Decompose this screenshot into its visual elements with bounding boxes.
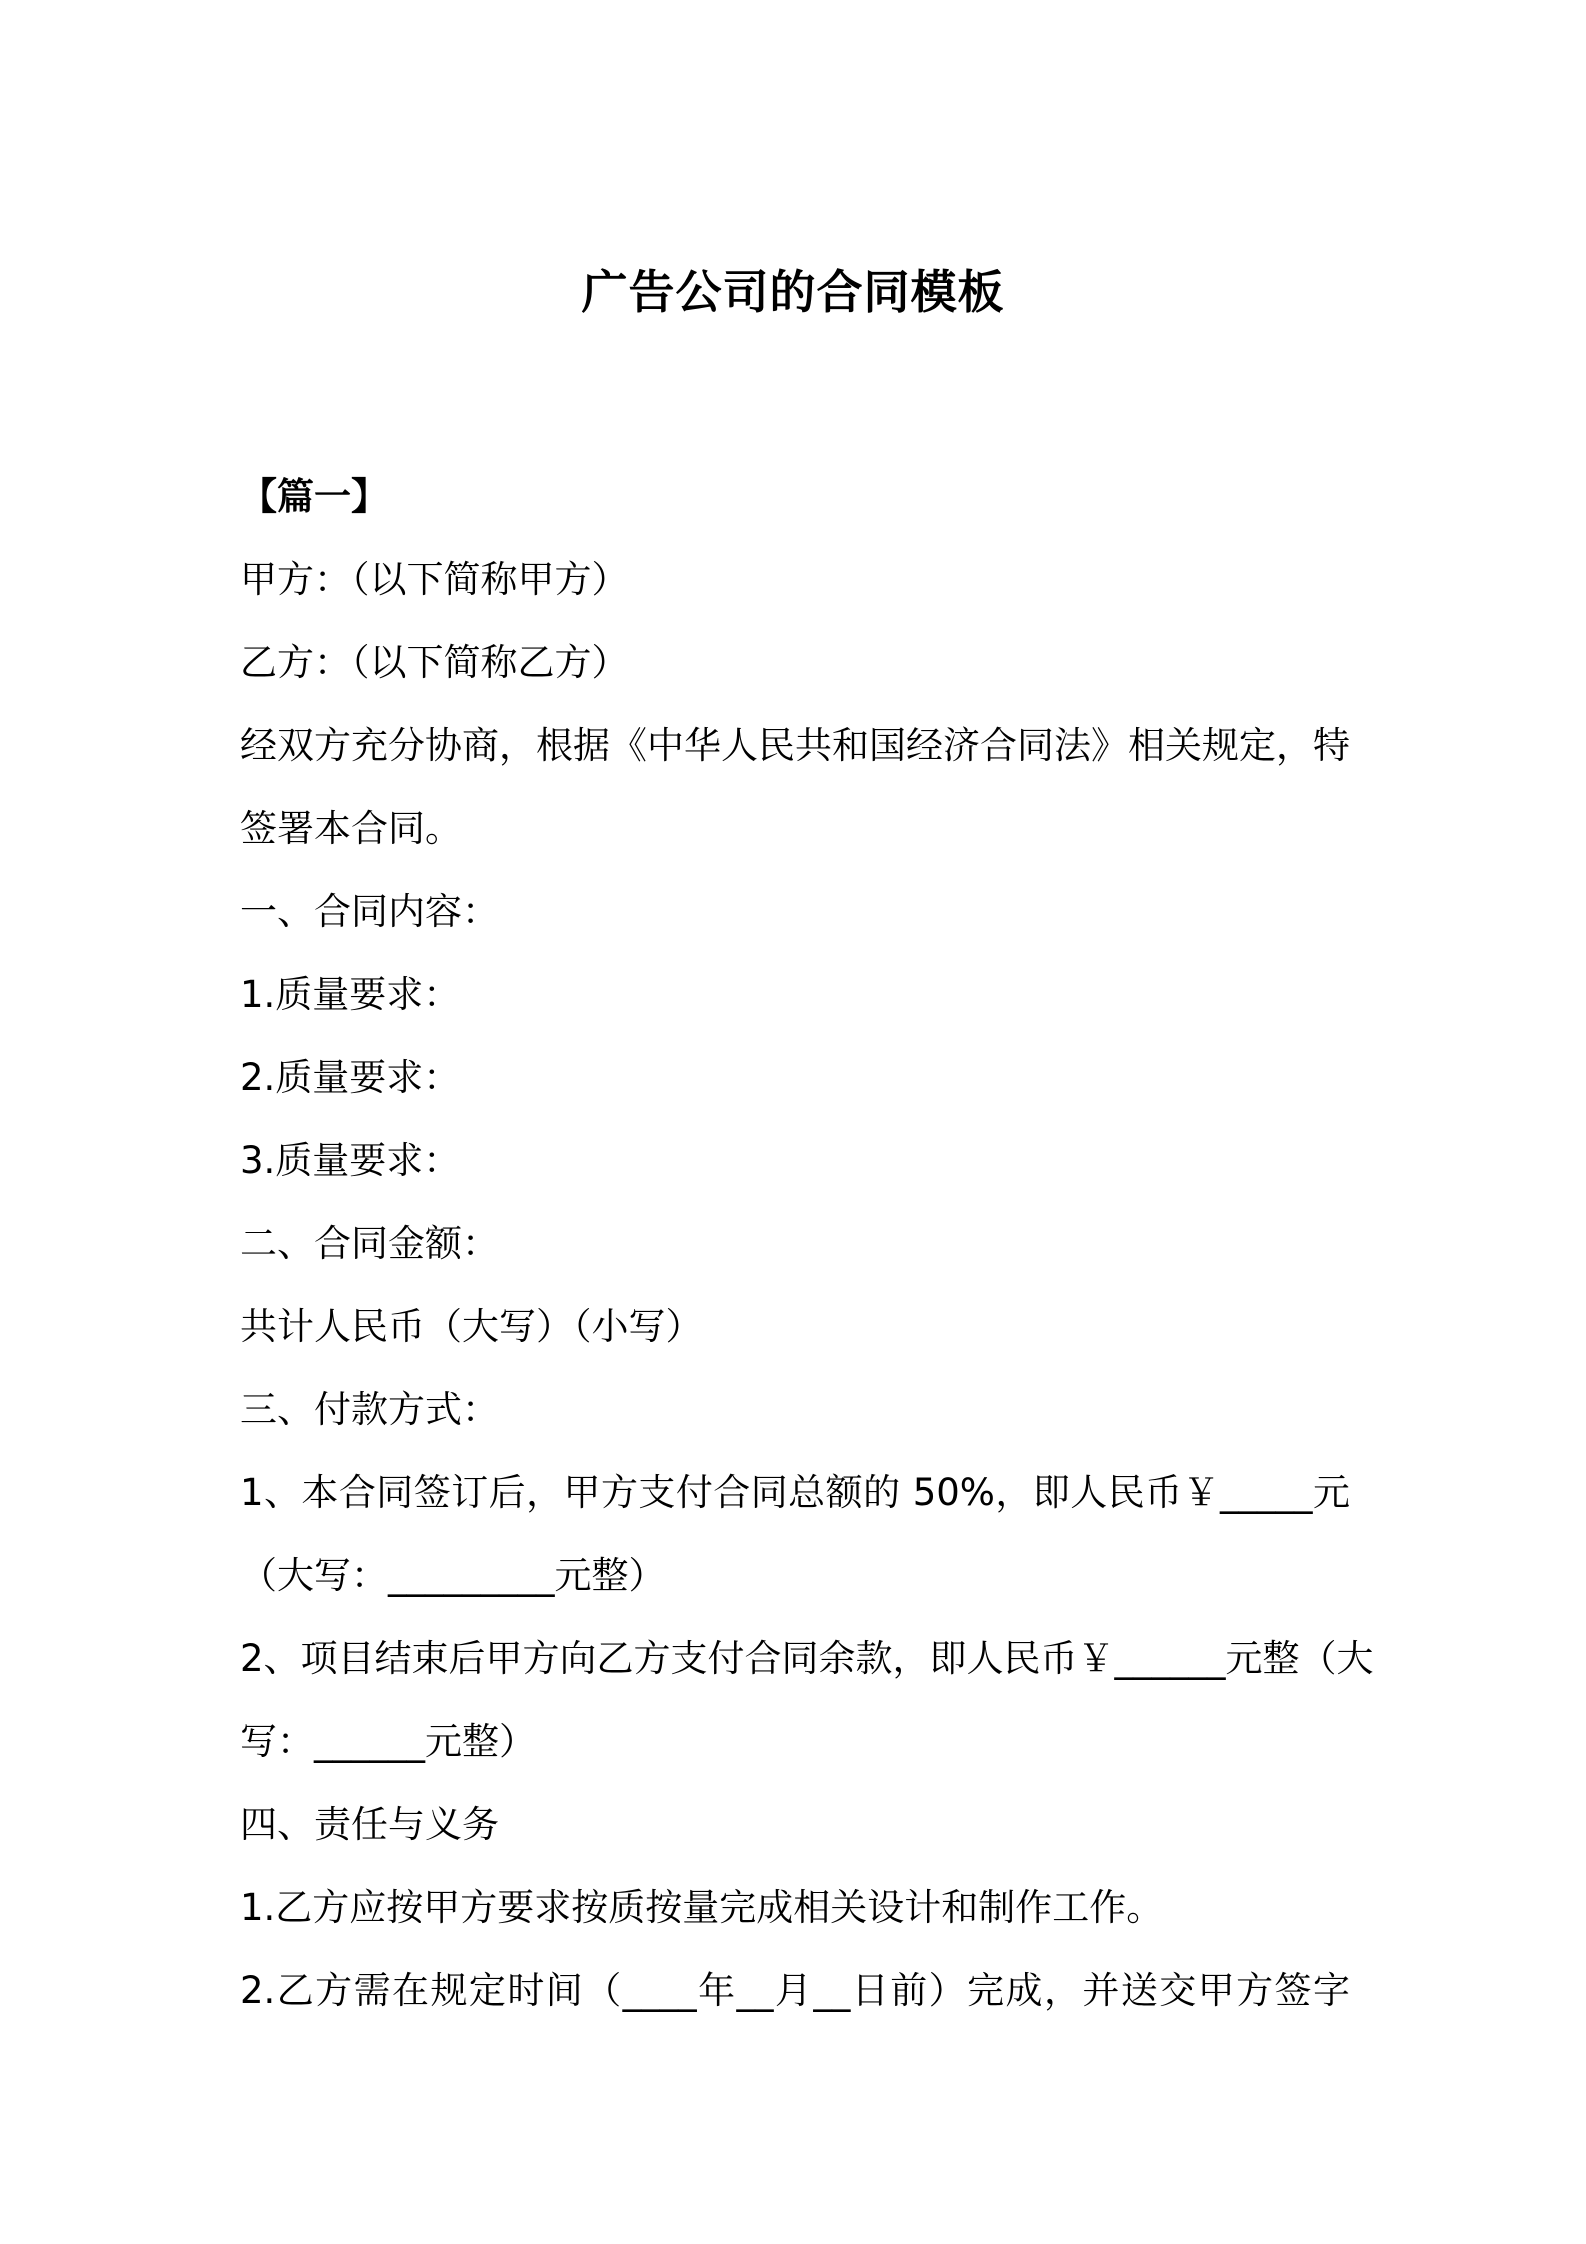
quality-requirement-3: 3.质量要求：	[240, 1139, 461, 1182]
payment-clause-1-line-2: （大写：_________元整）	[240, 1554, 666, 1597]
total-amount-line: 共计人民币（大写）（小写）	[240, 1305, 703, 1348]
responsibility-clause-2: 2.乙方需在规定时间（____年__月__日前）完成，并送交甲方签字	[240, 1969, 1350, 2012]
heading-responsibilities: 四、责任与义务	[240, 1803, 499, 1846]
document-title: 广告公司的合同模板	[581, 265, 1005, 319]
preamble-line-1: 经双方充分协商，根据《中华人民共和国经济合同法》相关规定，特	[240, 724, 1350, 767]
heading-contract-amount: 二、合同金额：	[240, 1222, 499, 1265]
heading-payment-method: 三、付款方式：	[240, 1388, 499, 1431]
quality-requirement-1: 1.质量要求：	[240, 973, 461, 1016]
payment-clause-2-line-2: 写：______元整）	[240, 1720, 536, 1763]
responsibility-clause-1: 1.乙方应按甲方要求按质按量完成相关设计和制作工作。	[240, 1886, 1164, 1929]
payment-clause-2-line-1: 2、项目结束后甲方向乙方支付合同余款，即人民币￥______元整（大	[240, 1637, 1374, 1680]
payment-clause-1-line-1: 1、本合同签订后，甲方支付合同总额的 50%，即人民币￥_____元	[240, 1471, 1350, 1514]
heading-contract-content: 一、合同内容：	[240, 890, 499, 933]
quality-requirement-2: 2.质量要求：	[240, 1056, 461, 1099]
document-body	[240, 455, 1374, 2032]
preamble-line-2: 签署本合同。	[240, 807, 462, 850]
party-b-line: 乙方：（以下简称乙方）	[240, 641, 629, 684]
party-a-line: 甲方：（以下简称甲方）	[240, 558, 629, 601]
section-label-part-one: 【篇一】	[240, 475, 388, 518]
